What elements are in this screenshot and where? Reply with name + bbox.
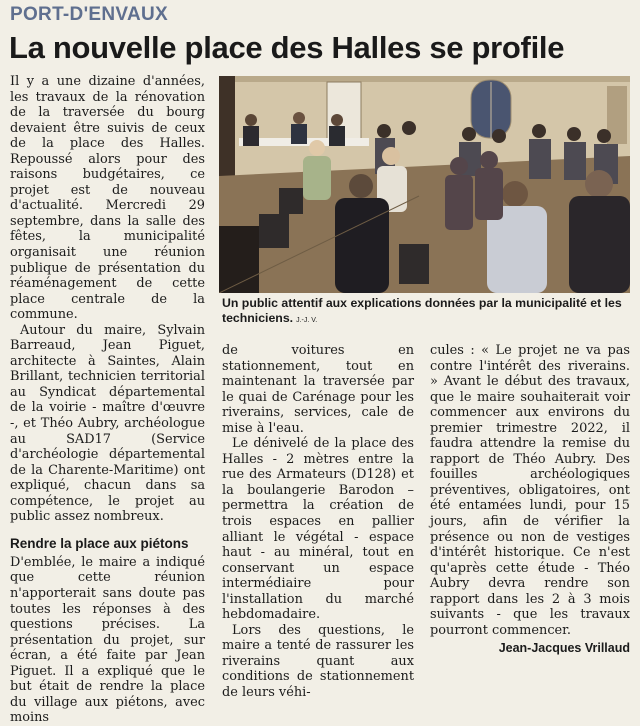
article-paragraph: Il y a une dizaine d'années, les travaux de la rénovation de la traversée du bourg devaient être suivis de ceux de la place des Halles. Repoussé alors pour des raisons budgétaires, ce projet est de nouveau d'actualité. Mercredi 29 septembre, dans la salle des fêtes, la municipalité organisait une réunion publique de présentation du réaménagement de cette place centrale de la commune. (10, 74, 205, 323)
article-paragraph: Le dénivelé de la place des Halles - 2 mètres entre la rue des Armateurs (D128) et la boulangerie Barodon – permettra la création de trois espaces en pallier alliant le végétal - espace haut - au minéral, tout en conservant un espace intermédiaire pour l'installation du marché hebdomadaire. (222, 436, 414, 623)
headline: La nouvelle place des Halles se profile (9, 30, 565, 65)
author-signature: Jean-Jacques Vrillaud (498, 641, 630, 656)
article-paragraph: Autour du maire, Sylvain Barreaud, Jean Piguet, architecte à Saintes, Alain Brillant, technicien territorial au Syndicat départemental de la voirie - maître d'œuvre -, et Théo Aubry, archéologue au SAD17 (Service d'archéologie départemental de la Charente-Maritime) ont expliqué, chacun dans sa compétence, le projet au public assez nombreux. (10, 322, 205, 525)
article-paragraph: Lors des questions, le maire a tenté de rassurer les riverains quant aux conditions de stationnement de leurs véhi- (222, 622, 414, 701)
caption-text: Un public attentif aux explications données par la municipalité et les techniciens. (222, 296, 622, 325)
article-column-2 (222, 343, 414, 701)
meeting-photo-illustration (219, 76, 630, 293)
photo-caption (222, 296, 632, 328)
article-column-1 (10, 74, 205, 726)
article-column-3 (430, 343, 630, 657)
section-kicker: PORT-D'ENVAUX (10, 4, 168, 25)
subheading: Rendre la place aux piétons (10, 535, 189, 551)
article-paragraph: de voitures en stationnement, tout en maintenant la traversée par le quai de Carénage pour les riverains, services, cale de mise à l'eau. (222, 343, 414, 436)
meeting-photo (219, 76, 630, 293)
article-paragraph: D'emblée, le maire a indiqué que cette réunion n'apporterait sans doute pas toutes les réponses à des questions précises. La présentation du projet, sur écran, a été faite par Jean Piguet. Il a expliqué que le but était de rendre la place du village aux piétons, avec moins (10, 554, 205, 726)
photo-credit: J.-J. V. (296, 317, 318, 324)
article-paragraph: cules : « Le projet ne va pas contre l'intérêt des riverains. » Avant le début des travaux, que le maire souhaiterait voir commencer aux environs du premier trimestre 2022, il faudra attendre la remise du rapport de Théo Aubry. Des fouilles archéologiques préventives, obligatoires, ont été entamées lundi, pour 15 jours, afin de vérifier la présence ou non de vestiges d'intérêt historique. Ce n'est qu'après cette étude - Théo Aubry devra rendre son rapport dans les 2 à 3 mois suivants - que les travaux pourront commencer. (430, 343, 630, 638)
